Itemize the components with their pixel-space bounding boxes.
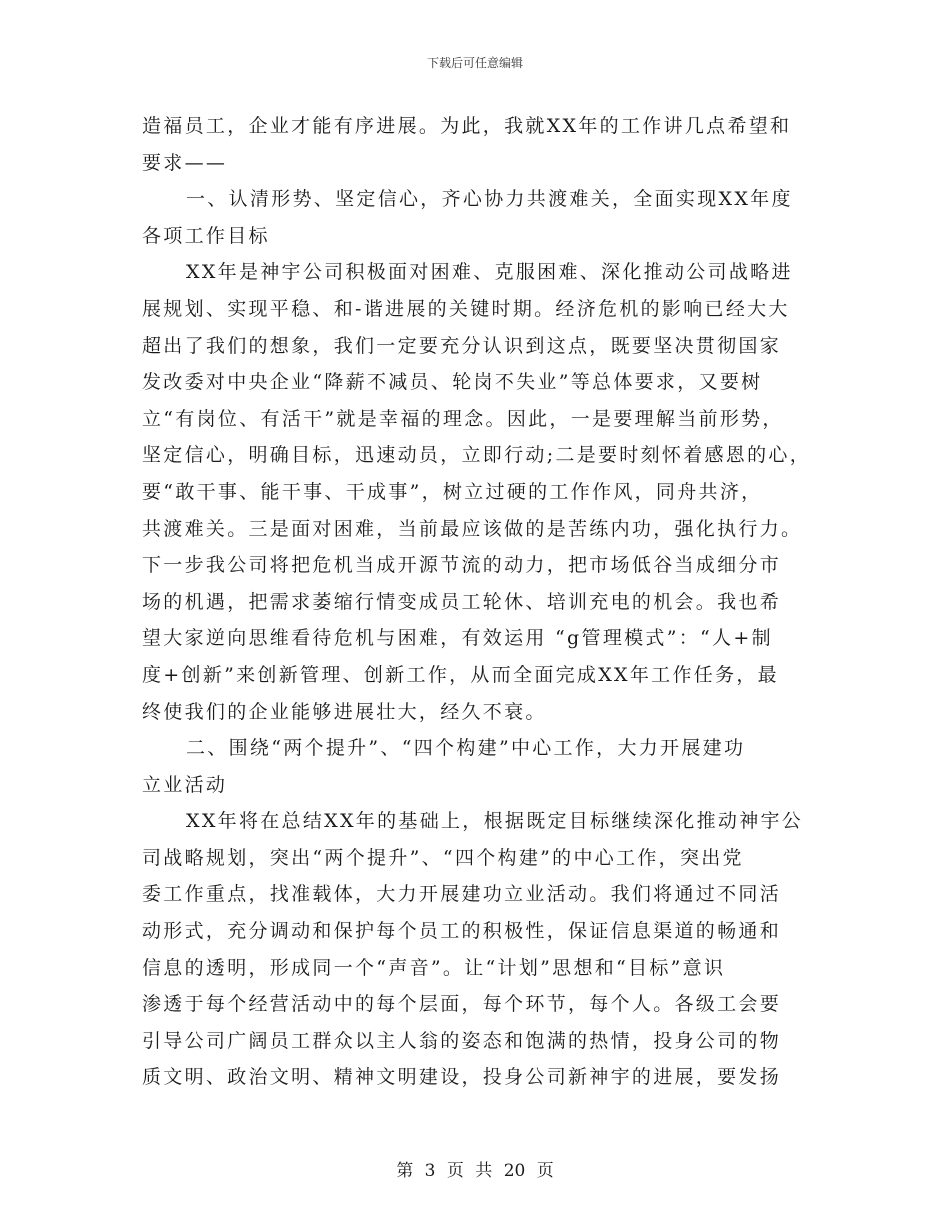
body-line: 场的机遇，把需求萎缩行情变成员工轮休、培训充电的机会。我也希 (142, 590, 782, 613)
body-line: 超出了我们的想象，我们一定要充分认识到这点，既要坚决贯彻国家 (142, 334, 782, 357)
body-line: 信息的透明，形成同一个“声音”。让“计划”思想和“目标”意识 (142, 956, 726, 979)
body-line: 质文明、政治文明、精神文明建设，投身公司新神宇的进展，要发扬 (142, 1066, 782, 1089)
body-line: 造福员工，企业才能有序进展。为此，我就XX年的工作讲几点希望和 (142, 115, 792, 137)
section-heading-line: 一、认清形势、坚定信心，齐心协力共渡难关，全面实现XX年度 (186, 188, 793, 211)
section-heading-line: 二、围绕“两个提升”、“四个构建”中心工作，大力开展建功 (186, 737, 746, 760)
body-line: 委工作重点，找准载体，大力开展建功立业活动。我们将通过不同活 (142, 883, 782, 906)
paragraph-start-line: XX年将在总结XX年的基础上，根据既定目标继续深化推动神宇公 (186, 810, 804, 833)
body-line: 要求—— (142, 151, 228, 174)
section-heading-line: 立业活动 (142, 773, 228, 796)
body-line: 下一步我公司将把危机当成开源节流的动力，把市场低谷当成细分市 (142, 554, 782, 577)
body-line: 坚定信心，明确目标，迅速动员，立即行动;二是要时刻怀着感恩的心， (142, 444, 812, 467)
body-line: 引导公司广阔员工群众以主人翁的姿态和饱满的热情，投身公司的物 (142, 1029, 782, 1052)
body-line: 动形式，充分调动和保护每个员工的积极性，保证信息渠道的畅通和 (142, 920, 782, 943)
body-line: 司战略规划，突出“两个提升”、“四个构建”的中心工作，突出党 (142, 846, 744, 869)
body-line: 共渡难关。三是面对困难，当前最应该做的是苦练内功，强化执行力。 (142, 517, 803, 540)
page-number-footer: 第 3 页 共 20 页 (396, 1161, 554, 1181)
paragraph-start-line: XX年是神宇公司积极面对困难、克服困难、深化推动公司战略进 (186, 261, 793, 284)
page-header: 下载后可任意编辑 (426, 56, 523, 70)
body-line: 立“有岗位、有活干”就是幸福的理念。因此，一是要理解当前形势， (142, 407, 784, 430)
body-line: 度+创新”来创新管理、创新工作，从而全面完成XX年工作任务，最 (142, 663, 779, 686)
body-line: 望大家逆向思维看待危机与困难，有效运用 “g管理模式”：“人+制 (142, 627, 773, 650)
body-line: 要“敢干事、能干事、干成事”，树立过硬的工作作风，同舟共济， (142, 480, 763, 503)
body-line: 发改委对中央企业“降薪不减员、轮岗不失业”等总体要求，又要树 (142, 371, 763, 394)
body-line: 展规划、实现平稳、和-谐进展的关键时期。经济危机的影响已经大大 (142, 297, 790, 320)
document-body (142, 108, 812, 1096)
body-line: 渗透于每个经营活动中的每个层面，每个环节，每个人。各级工会要 (142, 993, 782, 1016)
body-line: 终使我们的企业能够进展壮大，经久不衰。 (142, 700, 547, 723)
section-heading-line: 各项工作目标 (142, 224, 270, 247)
